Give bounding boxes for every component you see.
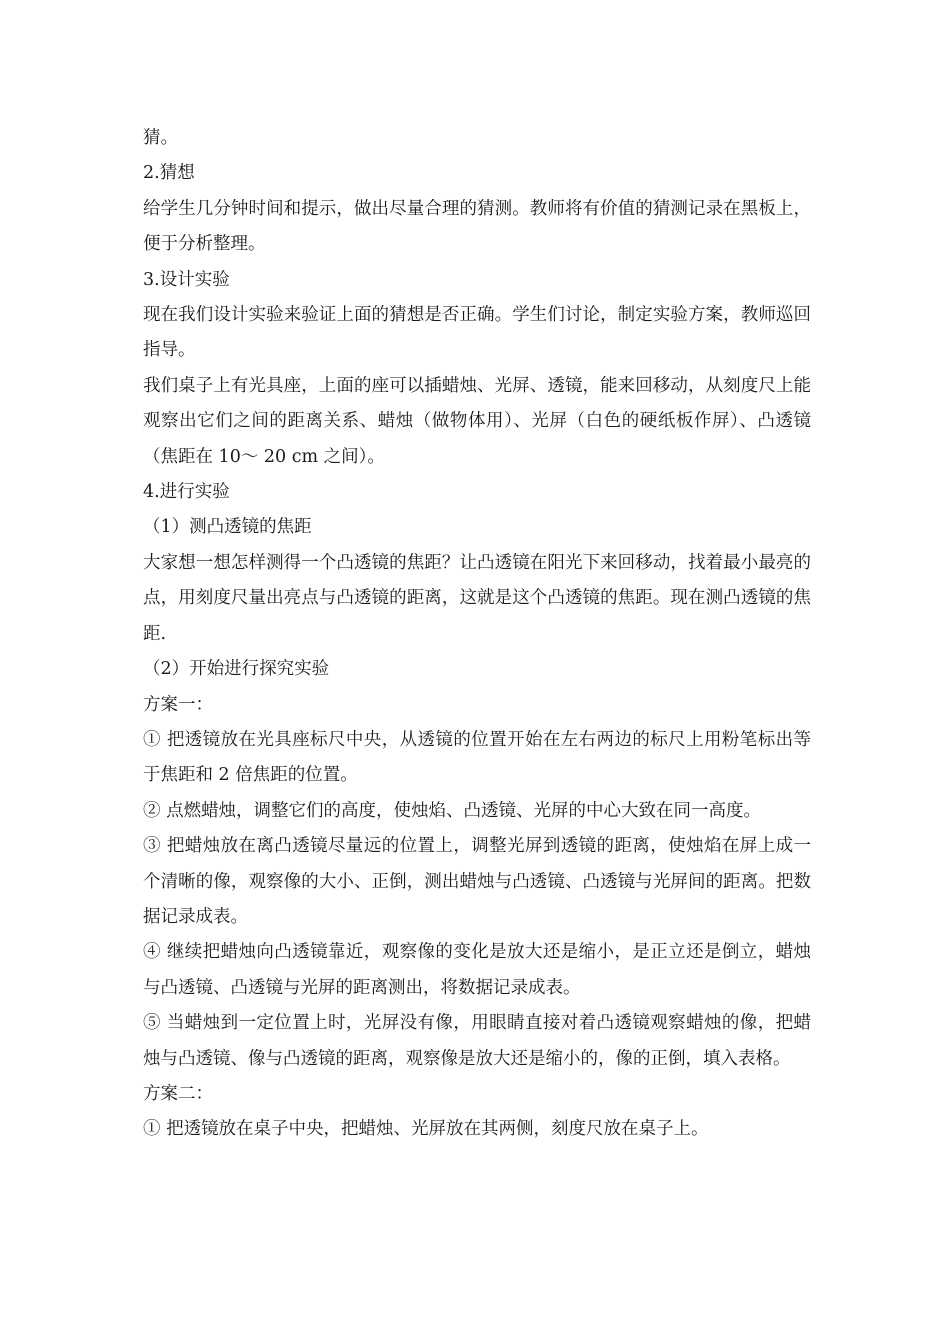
plan-one-step-5: ⑤ 当蜡烛到一定位置上时，光屏没有像，用眼睛直接对着凸透镜观察蜡烛的像，把蜡烛与凸透镜、像与凸透镜的距离，观察像是放大还是缩小的，像的正倒，填入表格。 [143, 1013, 811, 1069]
paragraph-equipment: 我们桌子上有光具座，上面的座可以插蜡烛、光屏、透镜，能来回移动，从刻度尺上能观察出它们之间的距离关系、蜡烛（做物体用）、光屏（白色的硬纸板作屏）、凸透镜（焦距在 10～ 20 cm 之间）。 [143, 375, 811, 467]
plan-one-step-2: ② 点燃蜡烛，调整它们的高度，使烛焰、凸透镜、光屏的中心大致在同一高度。 [143, 800, 762, 821]
paragraph-design: 现在我们设计实验来验证上面的猜想是否正确。学生们讨论，制定实验方案，教师巡回指导。 [143, 305, 811, 361]
plan-one-step-4: ④ 继续把蜡烛向凸透镜靠近，观察像的变化是放大还是缩小，是正立还是倒立，蜡烛与凸透镜、凸透镜与光屏的距离测出，将数据记录成表。 [143, 942, 811, 998]
paragraph-focal-length: 大家想一想怎样测得一个凸透镜的焦距？让凸透镜在阳光下来回移动，找着最小最亮的点，用刻度尺量出亮点与凸透镜的距离，这就是这个凸透镜的焦距。现在测凸透镜的焦距. [143, 552, 811, 644]
section-heading-experiment: 4.进行实验 [143, 482, 230, 503]
plan-one-step-3: ③ 把蜡烛放在离凸透镜尽量远的位置上，调整光屏到透镜的距离，使烛焰在屏上成一个清晰的像，观察像的大小、正倒，测出蜡烛与凸透镜、凸透镜与光屏间的距离。把数据记录成表。 [143, 836, 811, 927]
paragraph-hypothesis: 给学生几分钟时间和提示，做出尽量合理的猜测。教师将有价值的猜测记录在黑板上，便于分析整理。 [143, 198, 811, 255]
plan-one-heading: 方案一： [143, 694, 213, 715]
section-heading-design: 3.设计实验 [143, 269, 230, 290]
plan-two-step-1: ① 把透镜放在桌子中央，把蜡烛、光屏放在其两侧，刻度尺放在桌子上。 [143, 1119, 709, 1140]
section-heading-hypothesis: 2.猜想 [143, 163, 195, 184]
plan-two-heading: 方案二： [143, 1083, 213, 1104]
document-body [143, 121, 811, 1148]
subheading-focal-length: （1）测凸透镜的焦距 [143, 517, 312, 538]
subheading-inquiry: （2）开始进行探究实验 [143, 659, 330, 680]
plan-one-step-1: ① 把透镜放在光具座标尺中央，从透镜的位置开始在左右两边的标尺上用粉笔标出等于焦距和 2 倍焦距的位置。 [143, 729, 811, 786]
paragraph-continuation: 猜。 [143, 128, 178, 148]
